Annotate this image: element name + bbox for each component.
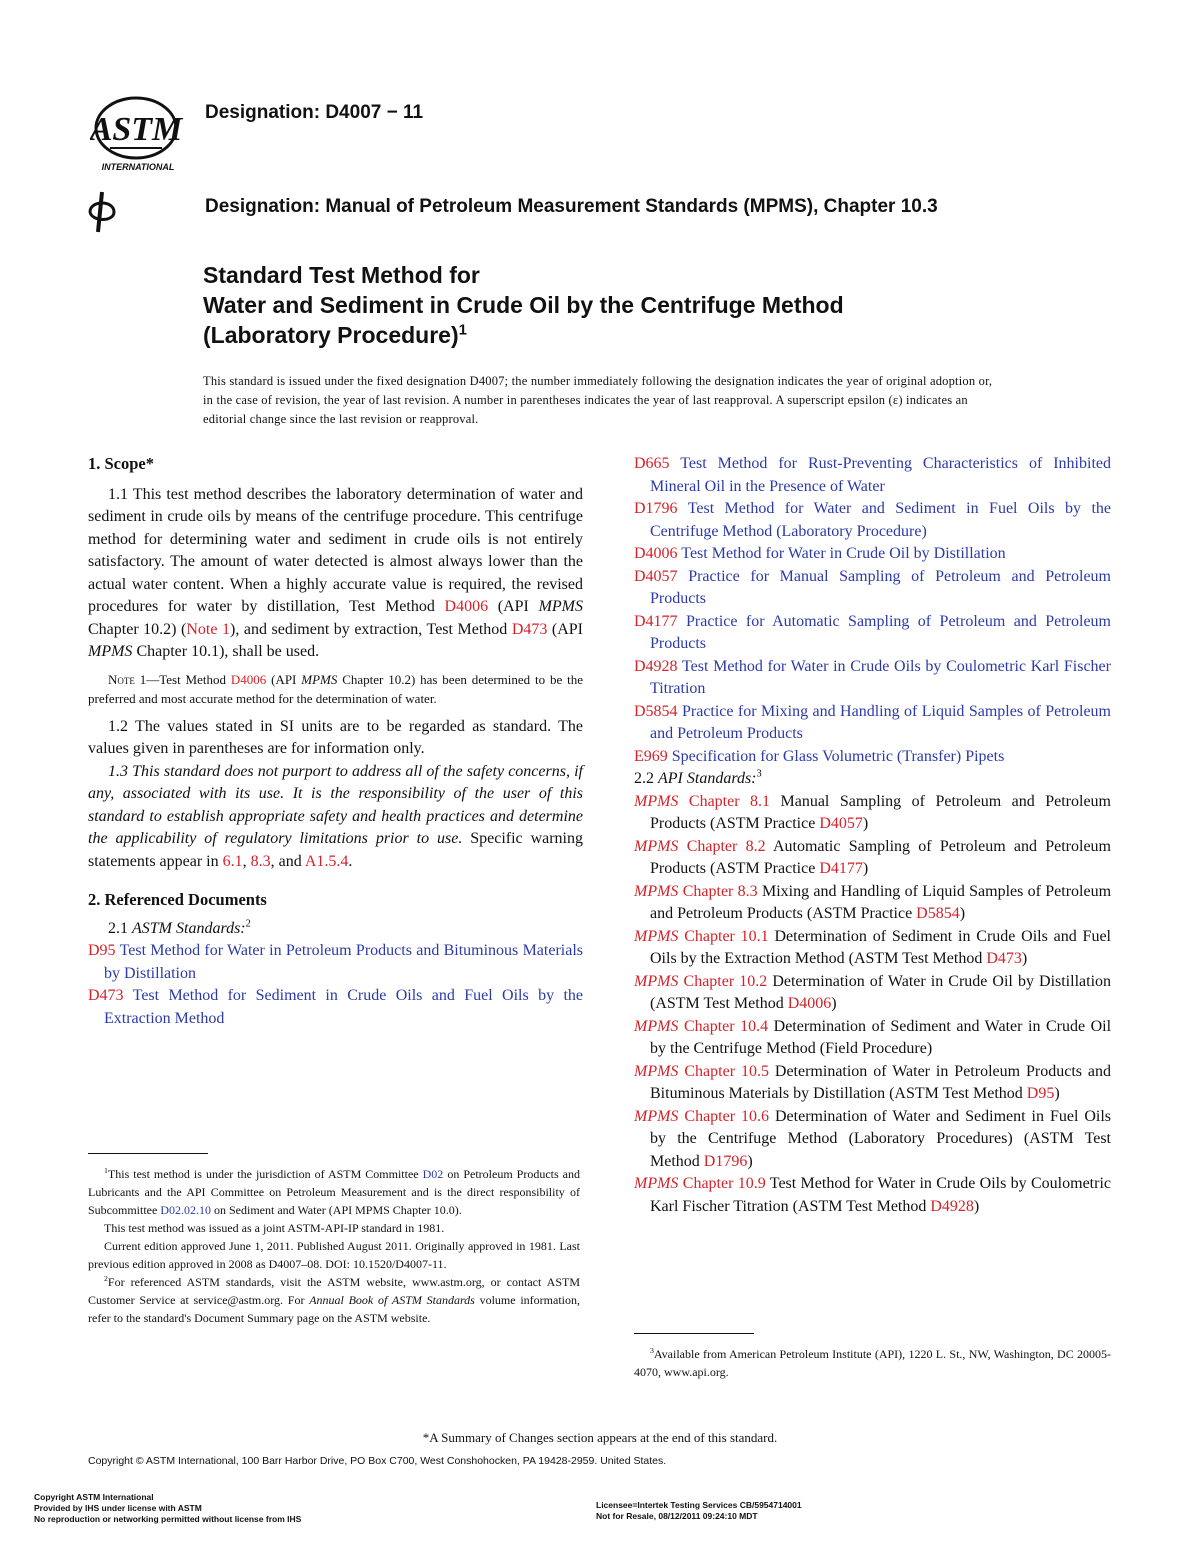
license-left: Copyright ASTM International Provided by IHS under license with ASTM No reproduction or networking permitted without license from IHS <box>34 1492 302 1524</box>
astm-ref[interactable]: D5854 Practice for Mixing and Handling of Liquid Samples of Petroleum and Petroleum Products <box>634 702 1112 742</box>
api-ref-chapter-link[interactable]: Chapter 10.5 <box>684 1062 769 1080</box>
document-title <box>203 260 844 350</box>
api-ref-chapter-link[interactable]: Chapter 8.1 <box>688 792 771 810</box>
link-a1-5-4[interactable]: A1.5.4 <box>304 852 349 870</box>
astm-ref[interactable]: D1796 Test Method for Water and Sediment in Fuel Oils by the Centrifuge Method (Laboratory Procedure) <box>634 500 1111 540</box>
api-ref-astm-link[interactable]: D4928 <box>930 1197 974 1215</box>
footnote-rule-right <box>634 1333 754 1334</box>
title-footnote-ref: 1 <box>458 321 467 339</box>
link-d02-02-10[interactable]: D02.02.10 <box>160 1203 211 1217</box>
section2-heading: 2. Referenced Documents <box>88 890 267 909</box>
astm-ref[interactable]: D4057 Practice for Manual Sampling of Petroleum and Petroleum Products <box>634 567 1111 607</box>
api-ref-chapter-link[interactable]: Chapter 10.2 <box>683 972 768 990</box>
astm-ref[interactable]: D4177 Practice for Automatic Sampling of Petroleum and Petroleum Products <box>634 612 1112 652</box>
astm-ref[interactable]: D473 Test Method for Sediment in Crude Oils and Fuel Oils by the Extraction Method <box>88 987 584 1027</box>
astm-logo <box>90 96 190 176</box>
logo-text: INTERNATIONAL <box>101 162 175 172</box>
astm-ref[interactable]: E969 Specification for Glass Volumetric (Transfer) Pipets <box>634 747 1005 765</box>
title-line1: Standard Test Method for <box>203 262 480 288</box>
api-logo <box>86 190 118 234</box>
astm-standards-heading: 2.1 ASTM Standards:$^2$ <box>108 918 251 937</box>
copyright: Copyright © ASTM International, 100 Barr Harbor Drive, PO Box C700, West Conshohocken, PA 19428-2959. United States. <box>88 1455 667 1467</box>
api-ref-astm-link[interactable]: D5854 <box>916 905 960 922</box>
left-column <box>88 453 583 1030</box>
api-ref: MPMS Chapter 10.6 Determination of Water and Sediment in Fuel Oils by the Centrifuge Method (Laboratory Procedures) (ASTM Test Method D1796) <box>634 1107 1112 1170</box>
issue-note: This standard is issued under the fixed designation D4007; the number immediately following the designation indicates the year of original adoption or, in the case of revision, the year of last revision. A number in parentheses indicates the year of last reapproval. A superscript epsilon (ε) indicates an editorial change since the last revision or reapproval. <box>203 374 993 426</box>
link-d4006[interactable]: D4006 <box>444 598 489 615</box>
footnotes-right: $^3$Available from American Petroleum Institute (API), 1220 L. St., NW, Washington, DC 20005-4070, www.api.org. <box>634 1346 1111 1379</box>
footnote-rule <box>88 1153 208 1154</box>
link-6-1[interactable]: 6.1 <box>222 852 243 870</box>
api-ref: MPMS Chapter 10.5 Determination of Water in Petroleum Products and Bituminous Materials by Distillation (ASTM Test Method D95) <box>634 1062 1112 1102</box>
astm-ref[interactable]: D95 Test Method for Water in Petroleum Products and Bituminous Materials by Distillation <box>88 942 584 982</box>
api-ref-astm-link[interactable]: D1796 <box>703 1152 748 1170</box>
astm-ref[interactable]: D4006 Test Method for Water in Crude Oil by Distillation <box>634 545 1006 562</box>
note-link-d4006[interactable]: D4006 <box>230 671 267 687</box>
scope-1-2: 1.2 The values stated in SI units are to be regarded as standard. The values given in parentheses are for information only. <box>88 717 583 757</box>
svg-text:ASTM: ASTM <box>90 111 183 148</box>
api-ref: MPMS Chapter 10.9 Test Method for Water in Crude Oils by Coulometric Karl Fischer Titration (ASTM Test Method D4928) <box>634 1175 1111 1215</box>
api-ref-chapter-link[interactable]: Chapter 8.2 <box>686 837 766 855</box>
api-ref-chapter-link[interactable]: Chapter 10.6 <box>684 1107 770 1125</box>
designation-mpms: Designation: Manual of Petroleum Measurement Standards (MPMS), Chapter 10.3 <box>205 196 938 217</box>
designation: Designation: D4007 − 11 <box>205 102 424 123</box>
link-d473[interactable]: D473 <box>511 620 548 638</box>
scope-1-1: 1.1 This test method describes the laboratory determination of water and sediment in crude oils by means of the centrifuge procedure. This centrifuge method for determining water and sediment in crude oils is not entirely satisfactory. The amount of water detected is almost always lower than the actual water content. When a highly accurate value is required, the revised procedures for water by distillation, Test Method D4006 (API MPMS Chapter 10.2) (Note 1), and sediment by extraction, Test Method D473 (API MPMS Chapter 10.1), shall be used. <box>88 485 584 660</box>
astm-ref[interactable]: D665 Test Method for Rust-Preventing Characteristics of Inhibited Mineral Oil in the Presence of Water <box>634 455 1111 495</box>
api-standards-heading: 2.2 API Standards:$^3$ <box>634 768 762 787</box>
section1-heading: 1. Scope* <box>88 454 154 473</box>
api-ref: MPMS Chapter 8.3 Mixing and Handling of Liquid Samples of Petroleum and Petroleum Products (ASTM Practice D5854) <box>634 882 1112 922</box>
license-right: Licensee=Intertek Testing Services CB/5954714001 Not for Resale, 08/12/2011 09:24:10 MDT <box>596 1500 802 1521</box>
right-column <box>634 453 1111 1218</box>
link-d02[interactable]: D02 <box>422 1167 444 1181</box>
api-ref-chapter-link[interactable]: Chapter 8.3 <box>682 882 758 900</box>
api-ref: MPMS Chapter 10.2 Determination of Water in Crude Oil by Distillation (ASTM Test Method D4006) <box>634 972 1112 1012</box>
api-ref-chapter-link[interactable]: Chapter 10.9 <box>682 1175 766 1192</box>
api-ref: MPMS Chapter 8.2 Automatic Sampling of Petroleum and Petroleum Products (ASTM Practice D4177) <box>634 837 1111 877</box>
api-ref: MPMS Chapter 10.1 Determination of Sediment in Crude Oils and Fuel Oils by the Extraction Method (ASTM Test Method D473) <box>634 927 1111 967</box>
api-ref-chapter-link[interactable]: Chapter 10.4 <box>683 1017 769 1035</box>
link-note1[interactable]: Note 1 <box>186 620 231 638</box>
footnotes-left: $^1$This test method is under the jurisdiction of ASTM Committee D02 on Petroleum Products and Lubricants and the API Committee on Petroleum Measurement and is the direct responsibility of Subcommittee D02.02.10 on Sediment and Water (API MPMS Chapter 10.0). This test method was issued as a joint ASTM-API-IP standard in 1981. Current edition approved June 1, 2011. Published August 2011. Originally approved in 1981. Last previous edition approved in 2008 as D4007–08. DOI: 10.1520/D4007-11. $^2$For referenced ASTM standards, visit the ASTM website, www.astm.org, or contact ASTM Customer Service at service@astm.org. For Annual Book of ASTM Standards volume information, refer to the standard's Document Summary page on the ASTM website. <box>88 1166 580 1325</box>
title-line2: Water and Sediment in Crude Oil by the Centrifuge Method <box>203 292 844 318</box>
summary-of-changes-note: *A Summary of Changes section appears at the end of this standard. <box>422 1430 778 1445</box>
api-ref-astm-link[interactable]: D473 <box>986 950 1022 967</box>
api-ref: MPMS Chapter 8.1 Manual Sampling of Petroleum and Petroleum Products (ASTM Practice D4057) <box>634 792 1112 832</box>
api-ref-chapter-link[interactable]: Chapter 10.1 <box>684 927 769 945</box>
title-line3: (Laboratory Procedure) <box>203 322 459 348</box>
api-ref-astm-link[interactable]: D95 <box>1026 1085 1055 1102</box>
api-ref-astm-link[interactable]: D4057 <box>819 815 863 832</box>
api-ref: MPMS Chapter 10.4 Determination of Sediment and Water in Crude Oil by the Centrifuge Method (Field Procedure) <box>634 1017 1112 1057</box>
api-ref-astm-link[interactable]: D4006 <box>787 995 832 1012</box>
note-1: Note 1—Test Method D4006 (API MPMS Chapter 10.2) has been determined to be the preferred and most accurate method for the determination of water. <box>88 671 583 706</box>
astm-ref[interactable]: D4928 Test Method for Water in Crude Oils by Coulometric Karl Fischer Titration <box>634 657 1111 697</box>
scope-1-3: 1.3 This standard does not purport to address all of the safety concerns, if any, associated with its use. It is the responsibility of the user of this standard to establish appropriate safety and health practices and determine the applicability of regulatory limitations prior to use. Specific warning statements appear in 6.1, 8.3, and A1.5.4. <box>88 762 583 870</box>
api-ref-astm-link[interactable]: D4177 <box>819 860 863 877</box>
link-8-3[interactable]: 8.3 <box>250 852 271 870</box>
